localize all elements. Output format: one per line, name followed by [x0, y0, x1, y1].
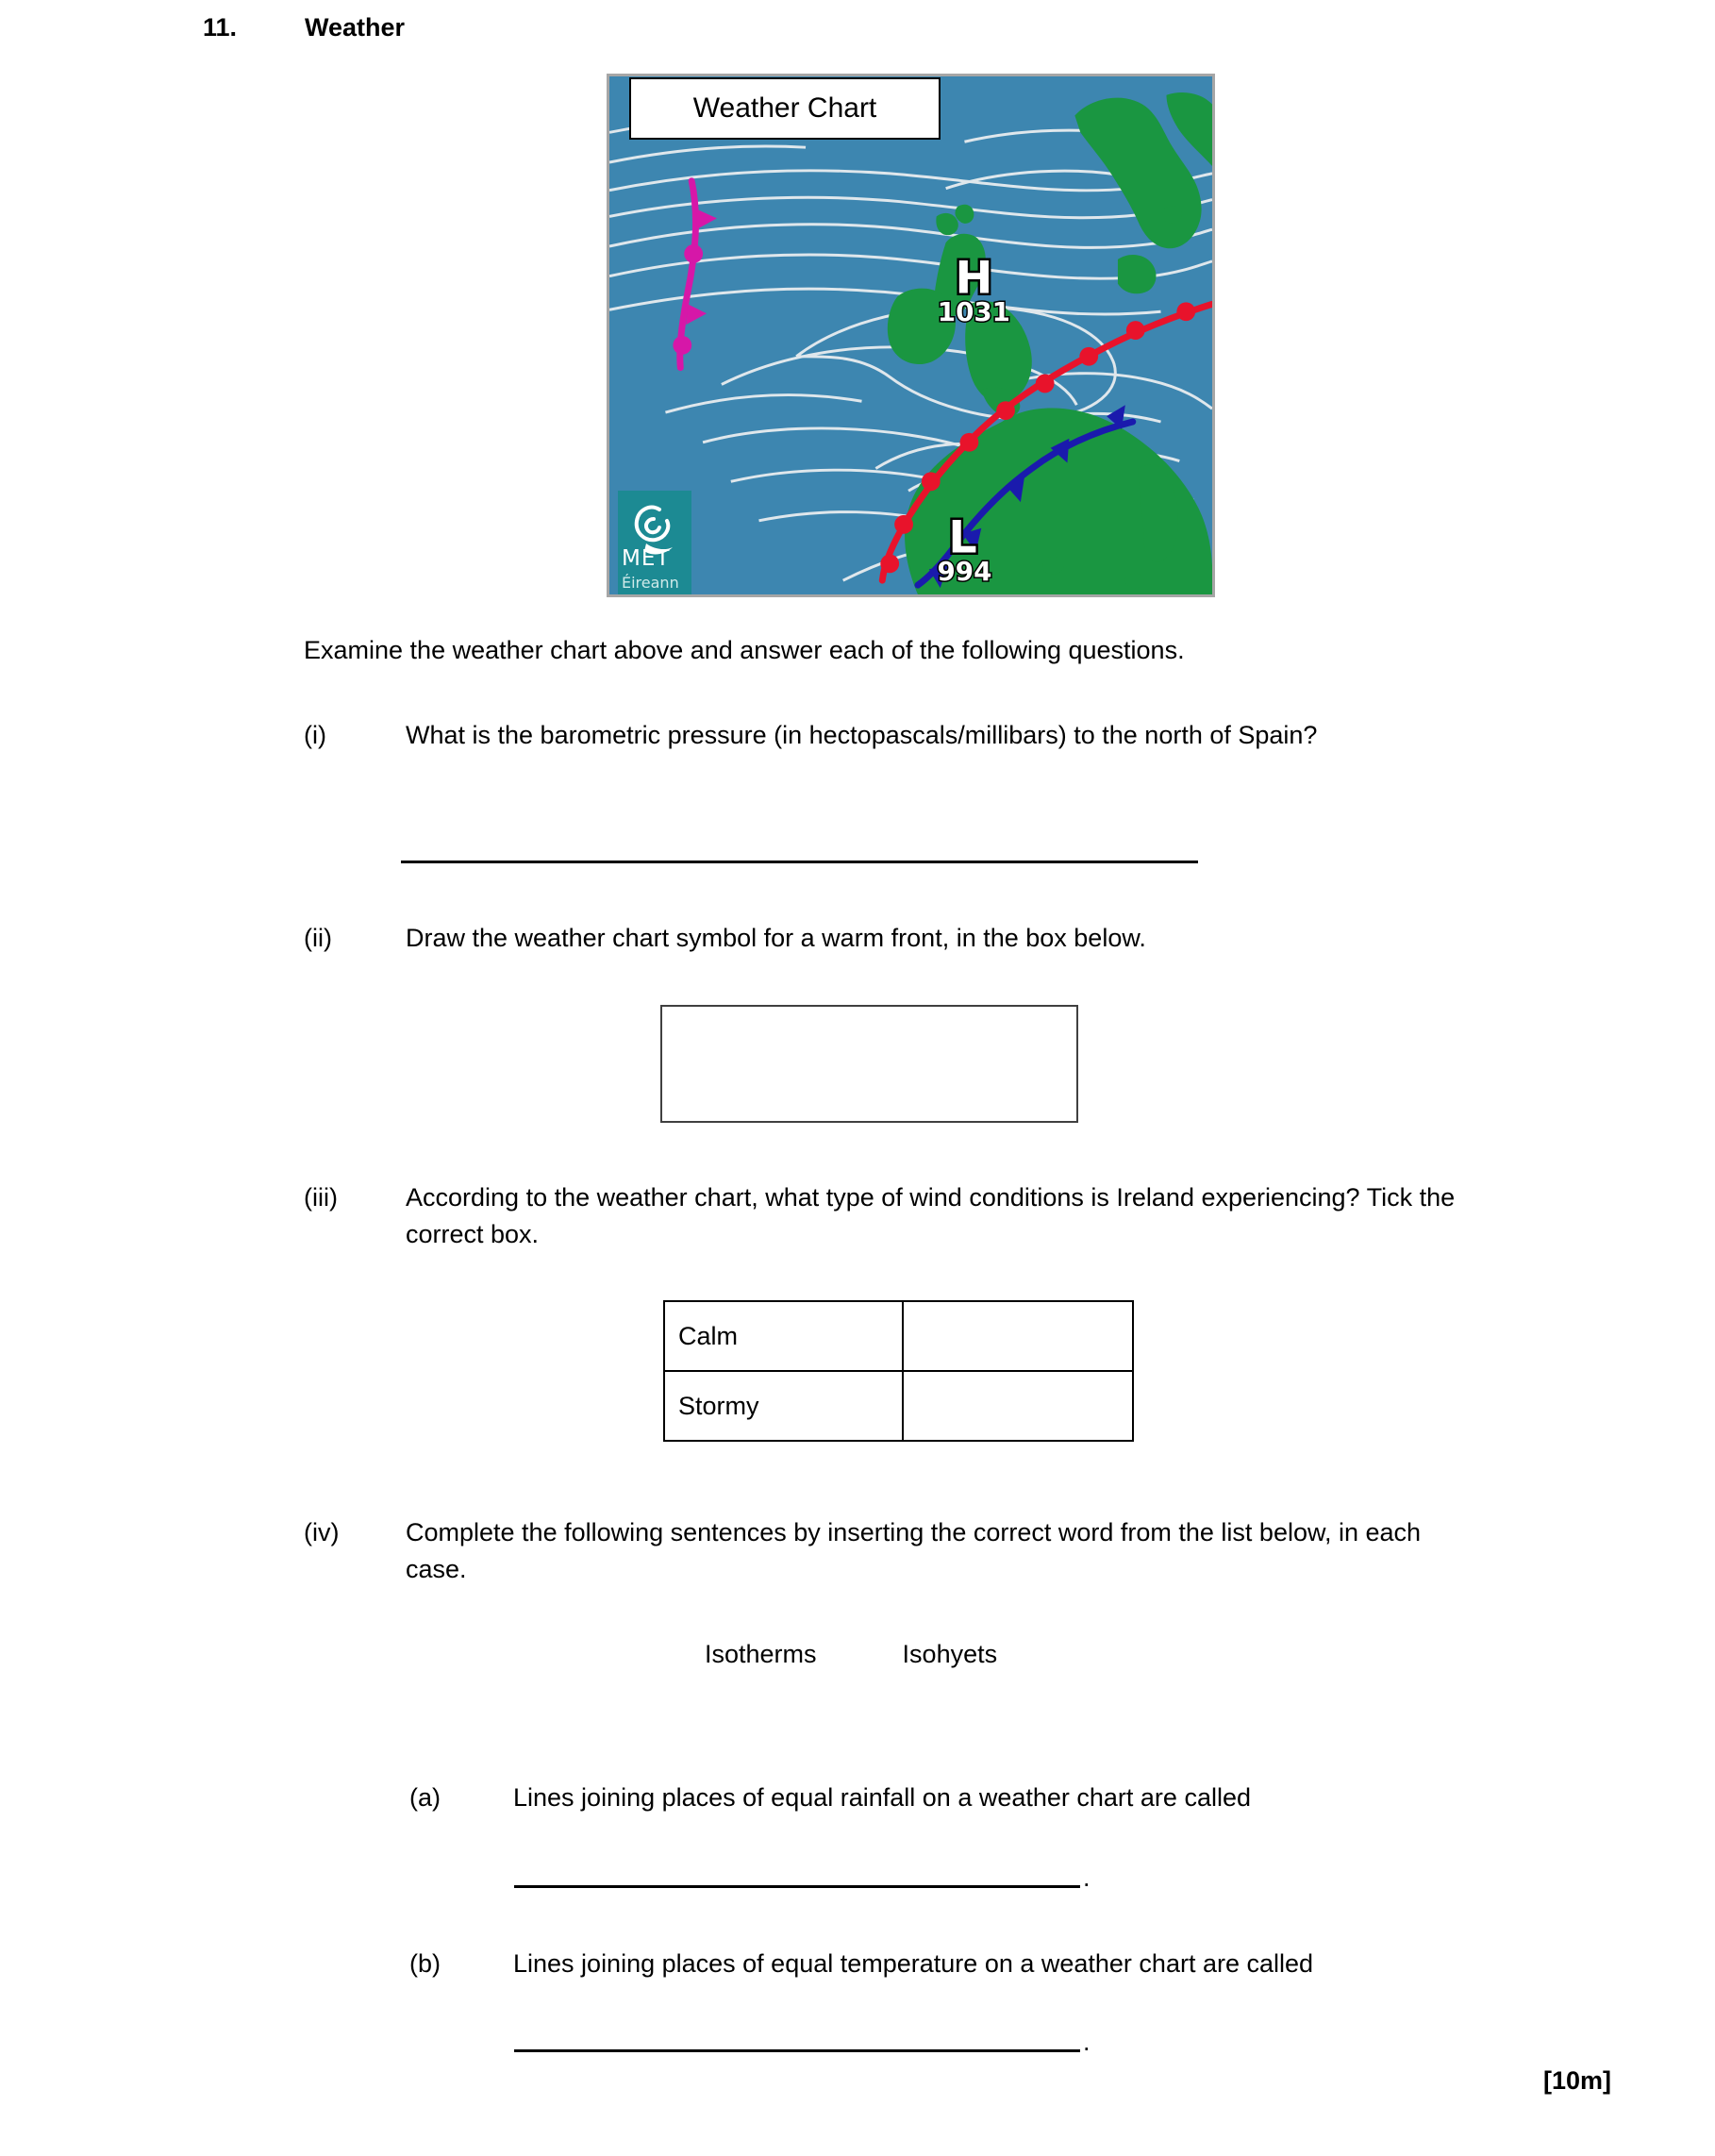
- answer-period-b: .: [1083, 2028, 1091, 2056]
- met-eireann-logo: [618, 491, 691, 594]
- row-label-calm: Calm: [664, 1301, 903, 1371]
- svg-text:1031: 1031: [937, 296, 1010, 328]
- weather-chart-figure: [607, 74, 1215, 597]
- question-part-iv: [304, 1514, 1472, 1588]
- answer-line-b[interactable]: [514, 2049, 1080, 2052]
- question-subpart-a: [409, 1780, 1251, 1816]
- marks-indicator: [10m]: [1542, 2066, 1611, 2095]
- question-subpart-b: [409, 1946, 1313, 1982]
- part-marker-i: (i): [304, 721, 326, 749]
- wind-conditions-table: [663, 1300, 1134, 1442]
- answer-line-a[interactable]: [514, 1885, 1080, 1888]
- question-part-ii: [304, 920, 1146, 957]
- svg-text:994: 994: [937, 556, 992, 588]
- row-label-stormy: Stormy: [664, 1371, 903, 1441]
- part-text-iv: Complete the following sentences by inserting the correct word from the list below, in each case.: [406, 1518, 1422, 1584]
- part-marker-ii: (ii): [304, 924, 332, 952]
- warm-front-draw-box[interactable]: [660, 1005, 1078, 1123]
- subpart-marker-b: (b): [409, 1949, 441, 1978]
- met-logo-subtitle: Éireann: [622, 574, 679, 592]
- part-marker-iii: (iii): [304, 1183, 338, 1212]
- tick-box-calm[interactable]: [903, 1301, 1133, 1371]
- question-part-iii: [304, 1179, 1472, 1253]
- word-bank: [705, 1640, 997, 1669]
- table-row: [664, 1371, 1133, 1441]
- subpart-text-b: Lines joining places of equal temperature on a weather chart are called: [513, 1949, 1314, 1978]
- weather-map: [609, 76, 1212, 594]
- svg-text:H: H: [955, 252, 993, 305]
- chart-caption: Weather Chart: [629, 77, 941, 140]
- part-marker-iv: (iv): [304, 1518, 340, 1546]
- instruction-text: Examine the weather chart above and answer each of the following questions.: [304, 636, 1185, 664]
- part-text-ii: Draw the weather chart symbol for a warm front, in the box below.: [406, 924, 1146, 952]
- question-number: 11.: [203, 13, 238, 42]
- answer-line-i[interactable]: [401, 861, 1198, 863]
- word-option-isotherms[interactable]: Isotherms: [705, 1640, 817, 1668]
- page-title: [203, 13, 405, 42]
- table-row: [664, 1301, 1133, 1371]
- subpart-marker-a: (a): [409, 1783, 441, 1812]
- question-part-i: [304, 717, 1317, 754]
- svg-text:L: L: [948, 511, 977, 564]
- answer-period-a: .: [1083, 1864, 1091, 1892]
- met-logo-word: MET: [622, 546, 671, 571]
- question-title: Weather: [305, 13, 406, 42]
- subpart-text-a: Lines joining places of equal rainfall on a weather chart are called: [513, 1783, 1251, 1812]
- tick-box-stormy[interactable]: [903, 1371, 1133, 1441]
- part-text-i: What is the barometric pressure (in hectopascals/millibars) to the north of Spain?: [406, 721, 1318, 749]
- word-option-isohyets[interactable]: Isohyets: [902, 1640, 998, 1668]
- part-text-iii: According to the weather chart, what type of wind conditions is Ireland experiencing? Tick the correct box.: [406, 1183, 1456, 1249]
